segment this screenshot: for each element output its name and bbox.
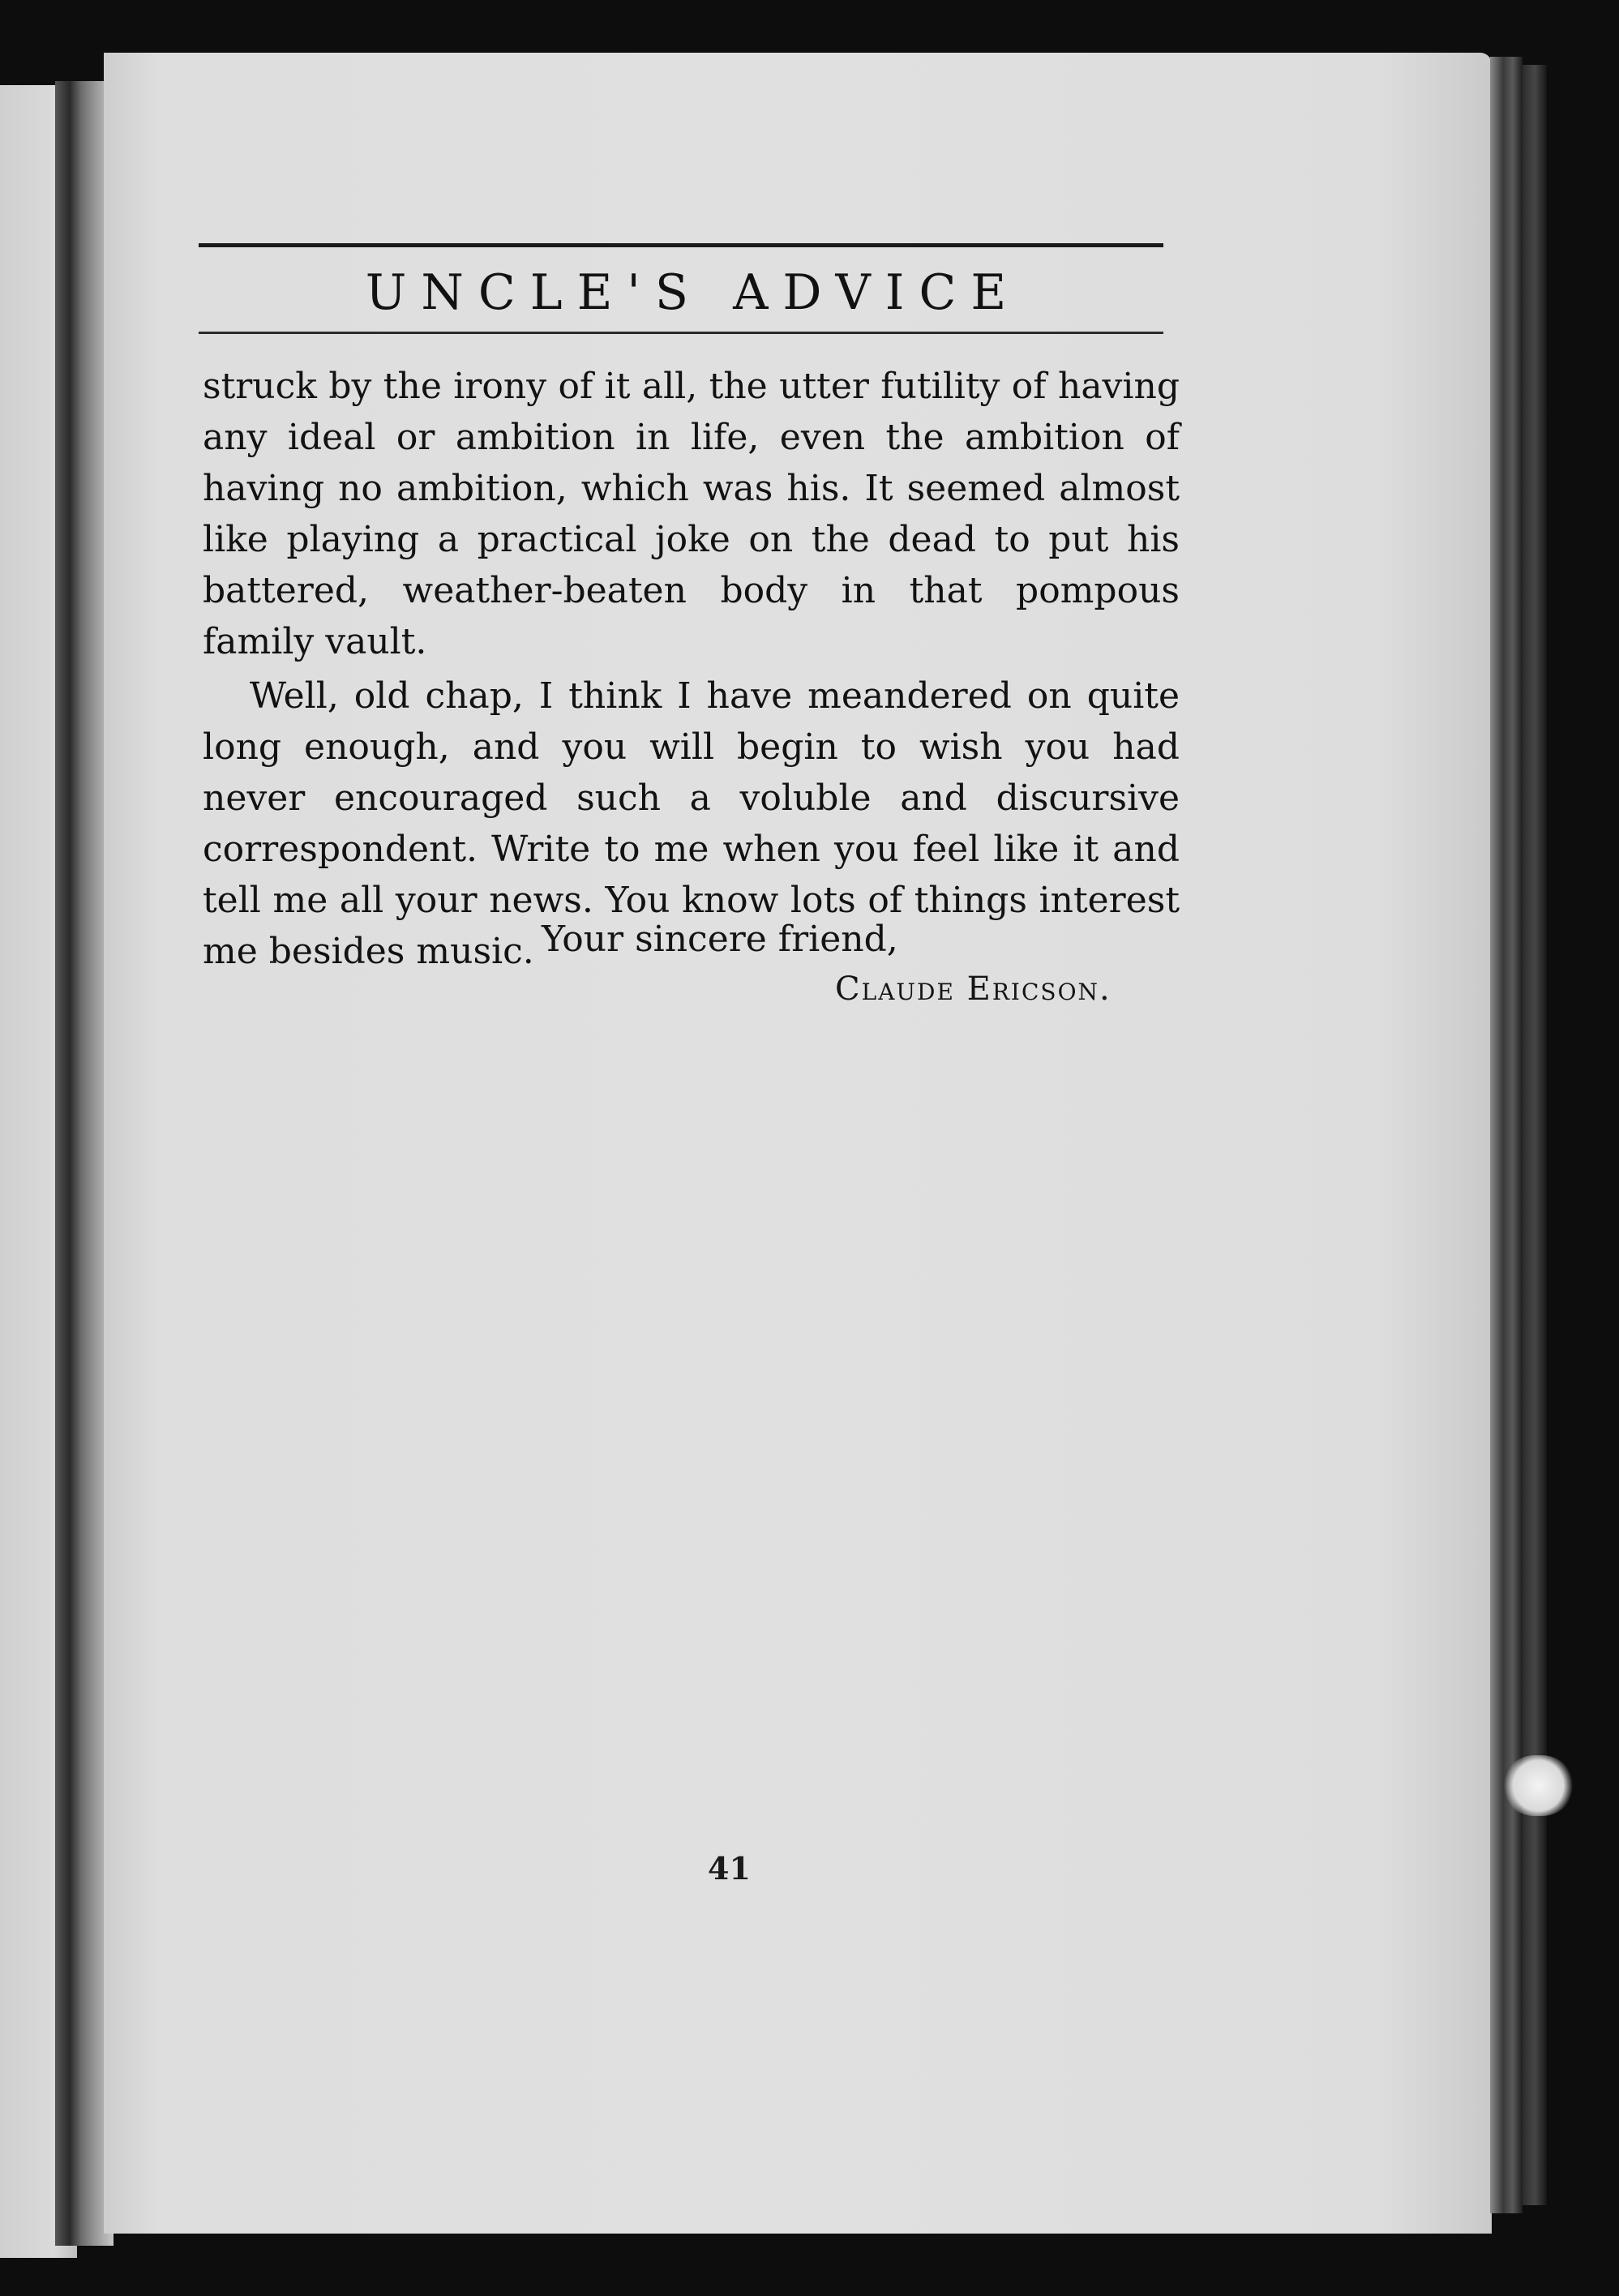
paragraph: struck by the irony of it all, the utter futility of having any ideal or ambition in life, even the ambition of having no ambition, which was his. It seemed almost like playing a practical joke on the dead to put his battered, weather-beaten body in that pompous family vault. — [203, 366, 1180, 662]
page-number: 41 — [708, 1850, 751, 1887]
header-bottom-rule — [199, 332, 1163, 334]
page-header — [199, 243, 1163, 334]
page-fore-edge — [1490, 57, 1523, 2213]
letter-body — [203, 361, 1180, 977]
running-title: UNCLE'S ADVICE — [365, 264, 1022, 321]
letter-signature: Claude Ericson. — [835, 970, 1111, 1008]
header-top-rule — [199, 243, 1163, 247]
book-cover-edge — [1523, 65, 1547, 2205]
letter-closing: Your sincere friend, — [542, 919, 898, 960]
scan-blemish — [1504, 1755, 1573, 1816]
paragraph: Well, old chap, I think I have meandered on quite long enough, and you will begin to wish you had never encouraged such a voluble and discursive correspondent. Write to me when you feel like it and tell me all your news. You know lots of things interest me besides music. — [203, 675, 1180, 972]
